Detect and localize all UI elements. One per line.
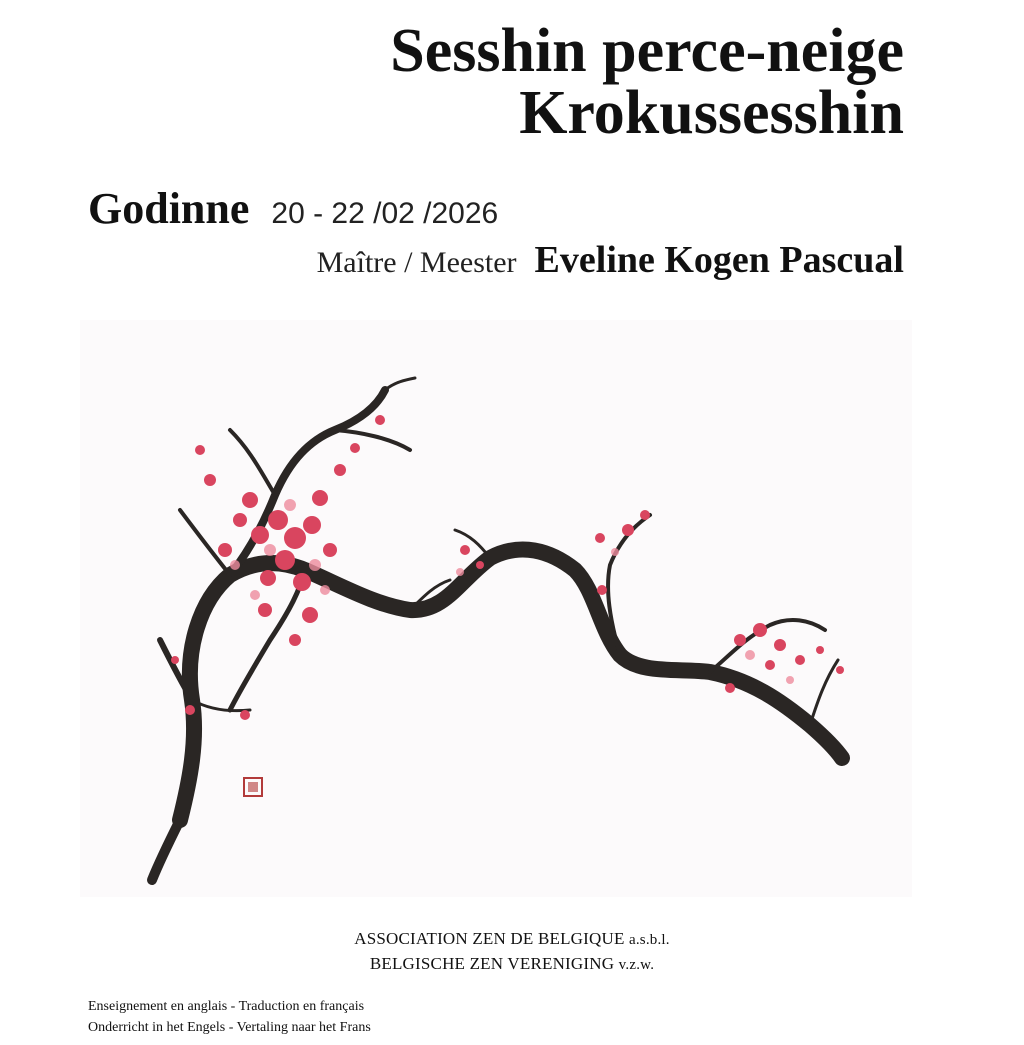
title-french: Sesshin perce-neige xyxy=(390,17,904,85)
association-french-suffix: a.s.b.l. xyxy=(628,932,670,948)
plum-blossom-painting xyxy=(80,320,912,897)
event-place-date xyxy=(88,183,498,234)
master-name: Eveline Kogen Pascual xyxy=(534,239,904,281)
master-label: Maître / Meester xyxy=(316,246,517,279)
teaching-dutch: Onderricht in het Engels - Vertaling naar het Frans xyxy=(88,1020,371,1035)
association-names xyxy=(0,927,1024,977)
event-master xyxy=(317,238,904,282)
association-dutch xyxy=(0,952,1024,977)
event-dates: 20 - 22 /02 /2026 xyxy=(271,197,499,230)
association-french-name: ASSOCIATION ZEN DE BELGIQUE xyxy=(354,929,625,948)
plum-blossom-branch-icon xyxy=(80,320,912,897)
title-dutch: Krokussesshin xyxy=(519,79,904,147)
event-place: Godinne xyxy=(88,184,250,233)
association-french xyxy=(0,927,1024,952)
page-title xyxy=(390,17,904,147)
association-dutch-name: BELGISCHE ZEN VERENIGING xyxy=(369,954,615,973)
association-dutch-suffix: v.z.w. xyxy=(618,957,655,973)
teaching-french: Enseignement en anglais - Traduction en français xyxy=(88,999,365,1014)
artist-seal-icon xyxy=(244,778,262,796)
teaching-language-note xyxy=(88,996,371,1038)
